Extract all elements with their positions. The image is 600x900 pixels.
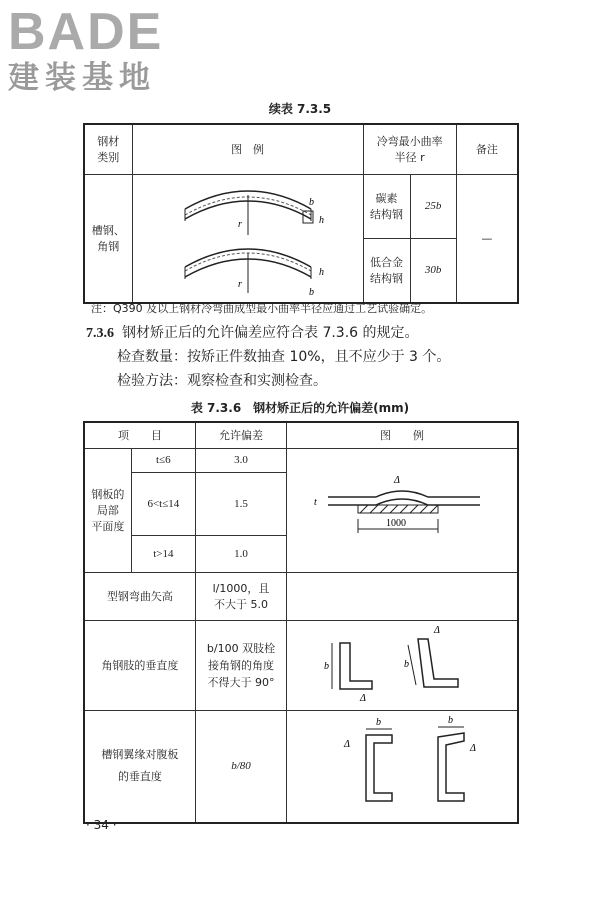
svg-text:Δ: Δ	[394, 474, 400, 486]
bend-figure	[132, 174, 363, 303]
bend-sag-figure	[287, 572, 518, 620]
svg-text:b: b	[448, 714, 454, 726]
plate-cond-2: 6<t≤14	[131, 472, 195, 535]
svg-text:b: b	[308, 286, 314, 298]
type-low-alloy: 低合金 结构钢	[363, 238, 410, 302]
svg-text:h: h	[318, 266, 324, 278]
table1-caption: 续表 7.3.5	[268, 102, 332, 116]
plate-cond-1: t≤6	[131, 448, 195, 472]
plate-cond-3: t>14	[131, 535, 195, 572]
item-channel-perp: 槽钢翼缘对腹板 的垂直度	[84, 710, 195, 823]
logo-sub: 建装基地	[8, 60, 156, 96]
svg-text:Δ: Δ	[360, 692, 366, 704]
header-radius: 冷弯最小曲率 半径 r	[363, 124, 456, 174]
value-channel-perp: b/80	[195, 710, 286, 823]
table-7-3-5-continued	[83, 123, 519, 304]
row-material: 槽钢、 角钢	[84, 174, 132, 303]
value-carbon: 25b	[410, 174, 456, 238]
svg-text:b: b	[376, 716, 382, 728]
table2-caption: 表 7.3.6 钢材矫正后的允许偏差(mm)	[190, 401, 410, 415]
flatness-diagram	[288, 449, 516, 569]
dim-1000: 1000	[386, 517, 407, 529]
channel-figure	[287, 710, 518, 823]
header-figure: 图 例	[287, 422, 518, 448]
logo-main: BADE	[8, 3, 164, 61]
svg-text:r: r	[237, 278, 242, 290]
svg-text:Δ: Δ	[470, 742, 476, 754]
section-7-3-6	[86, 322, 419, 342]
table-7-3-6	[83, 421, 519, 824]
plate-value-3: 1.0	[195, 535, 286, 572]
table1-note: 注：Q390 及以上钢材冷弯曲成型最小曲率半径应通过工艺试验确定。	[91, 302, 433, 315]
channel-diagram	[288, 711, 516, 819]
svg-text:Δ: Δ	[344, 738, 350, 750]
bend-diagram	[133, 175, 363, 299]
plate-value-2: 1.5	[195, 472, 286, 535]
header-material: 钢材 类别	[84, 124, 132, 174]
item-bend-sag: 型钢弯曲矢高	[84, 572, 195, 620]
section-text: 钢材矫正后的允许偏差应符合表 7.3.6 的规定。	[122, 325, 419, 341]
svg-text:b: b	[404, 658, 410, 670]
section-number: 7.3.6	[86, 326, 114, 341]
plate-figure	[287, 448, 518, 572]
plate-label: 钢板的 局部 平面度	[84, 448, 131, 572]
svg-text:Δ: Δ	[434, 624, 440, 636]
value-angle-perp: b/100 双肢栓 接角钢的角度 不得大于 90°	[195, 620, 286, 710]
check-method: 检验方法：观察检查和实测检查。	[117, 373, 327, 389]
angle-figure	[287, 620, 518, 710]
item-angle-perp: 角钢肢的垂直度	[84, 620, 195, 710]
check-quantity: 检查数量：按矫正件数抽查 10%，且不应少于 3 个。	[117, 349, 451, 365]
value-low-alloy: 30b	[410, 238, 456, 302]
header-item: 项 目	[84, 422, 195, 448]
svg-text:h: h	[318, 214, 324, 226]
logo	[8, 3, 188, 96]
angle-diagram	[288, 621, 516, 707]
header-figure: 图 例	[132, 124, 363, 174]
remark-cell: —	[456, 174, 518, 303]
header-tolerance: 允许偏差	[195, 422, 286, 448]
svg-text:b: b	[324, 660, 330, 672]
plate-value-1: 3.0	[195, 448, 286, 472]
type-carbon: 碳素 结构钢	[363, 174, 410, 238]
page-number: · 34 ·	[86, 818, 117, 832]
svg-text:b: b	[308, 196, 314, 208]
svg-text:t: t	[314, 496, 317, 508]
svg-text:r: r	[237, 218, 242, 230]
header-remark: 备注	[456, 124, 518, 174]
value-bend-sag: l/1000，且 不大于 5.0	[195, 572, 286, 620]
